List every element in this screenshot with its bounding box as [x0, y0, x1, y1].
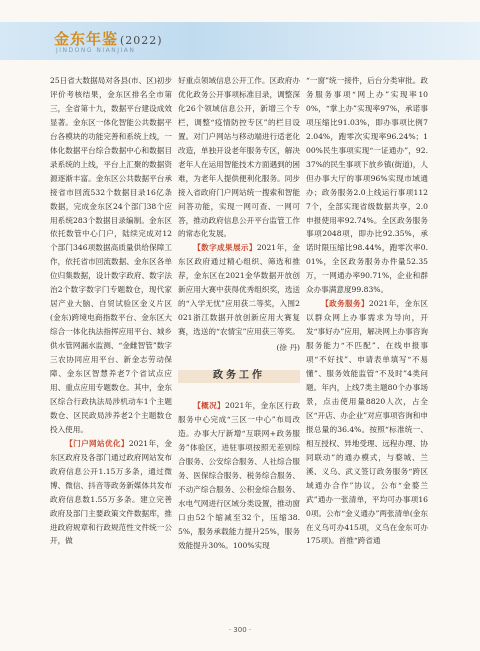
paragraph-service-stats: “一窗”统一接件，后台分类审批。政务服务事项“网上办”实现率100%，“掌上办”实现率97%，承诺事项压缩比91.03%，即办事项比例72.04%，跑零次实现率96.24%；100%民生事项实现“一证通办”，92.37%的民生事项下放乡镇(街道)，人但办事大厅的事项96%实现市域通办；政务服务2.0上线运行事项1127个，全部实现省级数据共享，2.0申报使用率92.74%。全区政务服务事项2048项，即办比92.35%，承诺时限压缩比98.44%，跑零次率0.01%，全区政务服务办件量52.35万，一网通办率90.71%，企业和群众办事满意度99.83%。: [306, 76, 428, 295]
section-tag-services: 【政务服务】: [321, 299, 369, 309]
paragraph-overview-text: 2021年，金东区行政服务中心完成“三区一中心”布局改造。办事大厅新增“互联网+政务服务”体验区，进驻事项按照无差别综合服务、公安综合服务、人社综合服务、医保综合服务、税务综合服务、不动产综合服务、公积金综合服务、水电气网进行区域分类设置，推动窗口由52个缩减至32个，压缩38.5%，服务承载能力提升25%，服务效能提升30%。100%实现: [178, 401, 300, 550]
column-right: [306, 74, 428, 548]
section-title: 政务工作: [213, 370, 265, 382]
paragraph-data-platform: 25日省大数据局对各县(市、区)初步评价考核结果，金东区排名全市第三，全省第十九，数据平台建设成效显著。金东区一体化智能公共数据平台各模块的功能完善和系统上线，一体化数据平台综合数据中心和数据目录系统的上线，平台上汇聚的数据资源逐渐丰富。金东区公共数据平台承接省市回流532个数据目录16亿条数据，完成金东区24个部门38个应用系统283个数据目录编制。金东区依托数管中心门户，陆续完成对12个部门346项数据高质量供给保障工作，依托省市回流数据、金东区各单位归集数据，设计数字政府、数字法治2个数字数字门专题数仓，现代家居产业大脑、自贸试验区金义片区(金东)跨境电商指数平台、金东区大综合一体化执法指挥应用平台、城乡供水管网漏水监测、“金雌智管”数字三农协同应用平台、新金志劳动保障、金东区智慧养老7个省试点应用、重点应用专题数仓。其中，金东区综合行政执法局涉机动车1个主题数仓、区民政局涉养老2个主题数仓投入使用。: [50, 76, 172, 434]
section-heading: [178, 361, 300, 391]
paragraph-disclosure: 好重点领域信息公开工作。区政府办优化政务公开事项标准目录，调整深化26个领域信息公开，新增三个专栏，调整“疫情防控专区”的栏目设置。对门户网站与移动端进行适老化改造，单独开设老年服务专区，解决老年人在运用智能技术方面遇到的困难，为老年人提供便利化服务。同步接入省政府门户网站统一搜索和智能问答功能，实现一网可查、一网可答，推动政府信息公开平台监管工作的常态化发展。: [178, 76, 300, 239]
paragraph-services: [306, 297, 428, 548]
column-left: [50, 74, 172, 548]
paragraph-services-text: 2021年，金东区以群众网上办事需求为导向，开发“事好办”应用，解决网上办事咨询服务能力“不匹配”、在线申报事项“不好找”、申请表单填写“不易懂”、服务效能监管“不及时”4类问题。年内，上线7类主题80个办事场景，点击使用量8820人次，占全区“开店、办企业”对应事项咨询和申报总量的36.4%。按照“标准统一、相互授权、异地受理、远程办理、协同联动”的通办模式，与婺城、兰溪、义乌、武义签订政务服务“跨区域通办合作”协议，公布“金婺兰武”通办一张清单，平均可办事项160项。公布“金义通办”两张清单(金东在义乌可办415项，义乌在金东可办175项)。首推“跨省通: [306, 299, 428, 546]
page-number: · 300 ·: [228, 626, 252, 634]
author-signature: (徐 丹): [276, 343, 300, 353]
paragraph-achievements: [178, 241, 300, 339]
section-tag-achievements: 【数字成果展示】: [193, 243, 257, 253]
yearbook-logo: [54, 28, 163, 49]
paragraph-portal-text: 2021年，金东区政府及各部门通过政府网站发布政府信息公开1.15万多条，通过微博、微信、抖音等政务新媒体共发布政府信息数1.55万多条。建立完善政府及部门主要政策文件数据库，推进政府规章和行政规范性文件统一公开，做: [50, 438, 172, 546]
logo-text: 金东年鉴: [54, 30, 119, 48]
paragraph-overview: [178, 399, 300, 552]
logo-subtitle: JINDONG NIANJIAN: [56, 47, 136, 54]
page-header: [0, 0, 480, 72]
section-tag-overview: 【概况】: [193, 401, 225, 411]
column-middle: [178, 74, 300, 553]
section-tag-portal: 【门户网站优化】: [65, 438, 129, 448]
paragraph-achievements-text: 2021年，金东区政府通过精心组织、筛选和推荐，金东区在2021金华数据开放创新应用大赛中获得优秀组织奖，选送的“入学无忧”应用获二等奖，入围2021浙江数据开放创新应用大赛复赛，选送的“农情宝”应用获三等奖。: [178, 243, 300, 337]
paragraph-portal: [50, 437, 172, 549]
logo-year: (2022): [120, 34, 163, 47]
